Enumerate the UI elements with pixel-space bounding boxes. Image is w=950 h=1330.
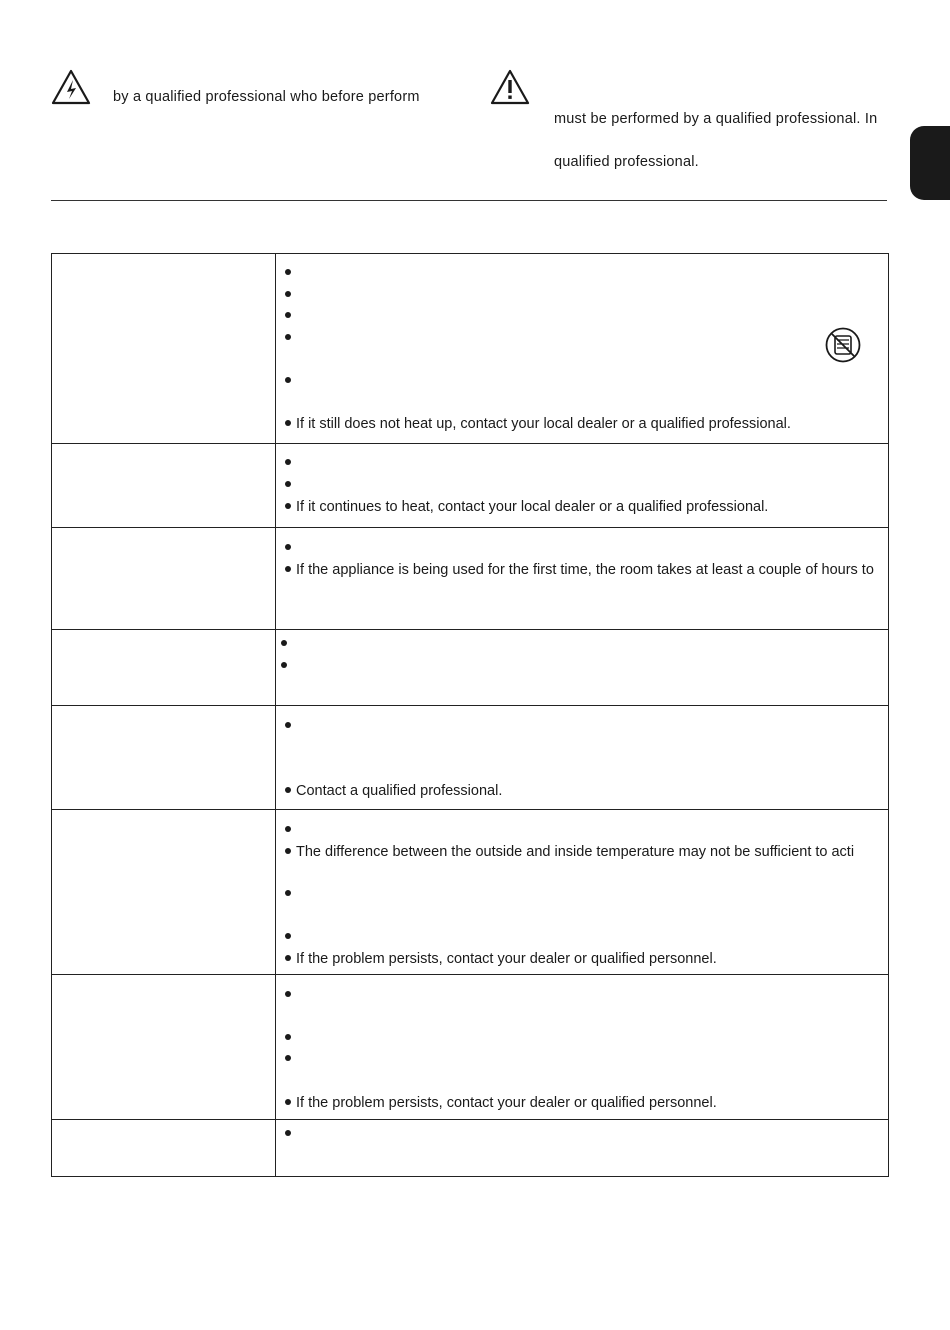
table-row <box>52 254 889 444</box>
bullet-icon <box>285 291 291 297</box>
solution-cell <box>276 444 889 528</box>
list-item <box>285 539 882 557</box>
problem-cell <box>52 1120 276 1177</box>
list-item <box>285 1029 882 1047</box>
solution-cell <box>276 528 889 630</box>
bullet-icon <box>285 312 291 318</box>
solution-cell <box>276 630 889 706</box>
list-item <box>285 454 882 472</box>
table-row <box>52 444 889 528</box>
bullet-icon <box>285 955 291 961</box>
list-item <box>281 635 882 653</box>
solution-cell <box>276 975 889 1120</box>
solution-cell <box>276 1120 889 1177</box>
bullet-icon <box>285 933 291 939</box>
troubleshooting-table <box>51 253 889 1177</box>
bullet-icon <box>285 848 291 854</box>
list-item <box>285 476 882 494</box>
list-item <box>285 717 882 735</box>
bullet-icon <box>281 662 287 668</box>
list-item <box>285 307 882 325</box>
bullet-icon <box>285 566 291 572</box>
bullet-icon <box>285 1055 291 1061</box>
list-item: If it continues to heat, contact your local dealer or a qualified professional. <box>285 498 882 516</box>
bullet-icon <box>285 722 291 728</box>
bullet-icon <box>281 640 287 646</box>
bullet-icon <box>285 420 291 426</box>
right-warning-line-1: must be performed by a qualified professional. In <box>554 111 878 127</box>
bullet-icon <box>285 787 291 793</box>
list-item: If the problem persists, contact your dealer or qualified personnel. <box>285 950 882 968</box>
bullet-icon <box>285 459 291 465</box>
table-row <box>52 630 889 706</box>
list-item: If the appliance is being used for the first time, the room takes at least a couple of hours to <box>285 561 882 579</box>
list-item: Contact a qualified professional. <box>285 782 882 800</box>
list-item <box>285 986 882 1004</box>
list-item <box>285 1050 882 1068</box>
section-tab <box>910 126 950 200</box>
list-item: If the problem persists, contact your dealer or qualified personnel. <box>285 1094 882 1112</box>
list-item <box>285 286 882 304</box>
problem-cell <box>52 444 276 528</box>
list-item: If it still does not heat up, contact your local dealer or a qualified professional. <box>285 415 882 433</box>
bullet-icon <box>285 334 291 340</box>
header-divider <box>51 200 887 201</box>
list-item <box>285 329 882 347</box>
list-item <box>285 1125 882 1143</box>
problem-cell <box>52 810 276 975</box>
bullet-icon <box>285 481 291 487</box>
list-item <box>285 821 882 839</box>
bullet-icon <box>285 991 291 997</box>
bullet-icon <box>285 377 291 383</box>
solution-cell <box>276 254 889 444</box>
list-item <box>285 372 882 390</box>
left-warning-text: by a qualified professional who before perform <box>113 89 420 105</box>
problem-cell <box>52 706 276 810</box>
solution-cell <box>276 706 889 810</box>
problem-cell <box>52 254 276 444</box>
bullet-icon <box>285 826 291 832</box>
solution-cell <box>276 810 889 975</box>
bullet-icon <box>285 503 291 509</box>
list-item <box>285 264 882 282</box>
right-warning-line-2: qualified professional. <box>554 154 699 170</box>
list-item: The difference between the outside and inside temperature may not be sufficient to acti <box>285 843 882 861</box>
warning-icon <box>490 69 530 105</box>
electric-hazard-icon <box>51 69 91 105</box>
list-item <box>285 885 882 903</box>
bullet-icon <box>285 1130 291 1136</box>
table-row <box>52 810 889 975</box>
list-item <box>285 928 882 946</box>
table-row <box>52 528 889 630</box>
bullet-icon <box>285 544 291 550</box>
bullet-icon <box>285 1099 291 1105</box>
do-not-cover-icon <box>824 326 862 364</box>
problem-cell <box>52 528 276 630</box>
bullet-icon <box>285 1034 291 1040</box>
table-row <box>52 975 889 1120</box>
bullet-icon <box>285 890 291 896</box>
table-row <box>52 1120 889 1177</box>
list-item <box>281 657 882 675</box>
problem-cell <box>52 630 276 706</box>
table-row <box>52 706 889 810</box>
problem-cell <box>52 975 276 1120</box>
bullet-icon <box>285 269 291 275</box>
